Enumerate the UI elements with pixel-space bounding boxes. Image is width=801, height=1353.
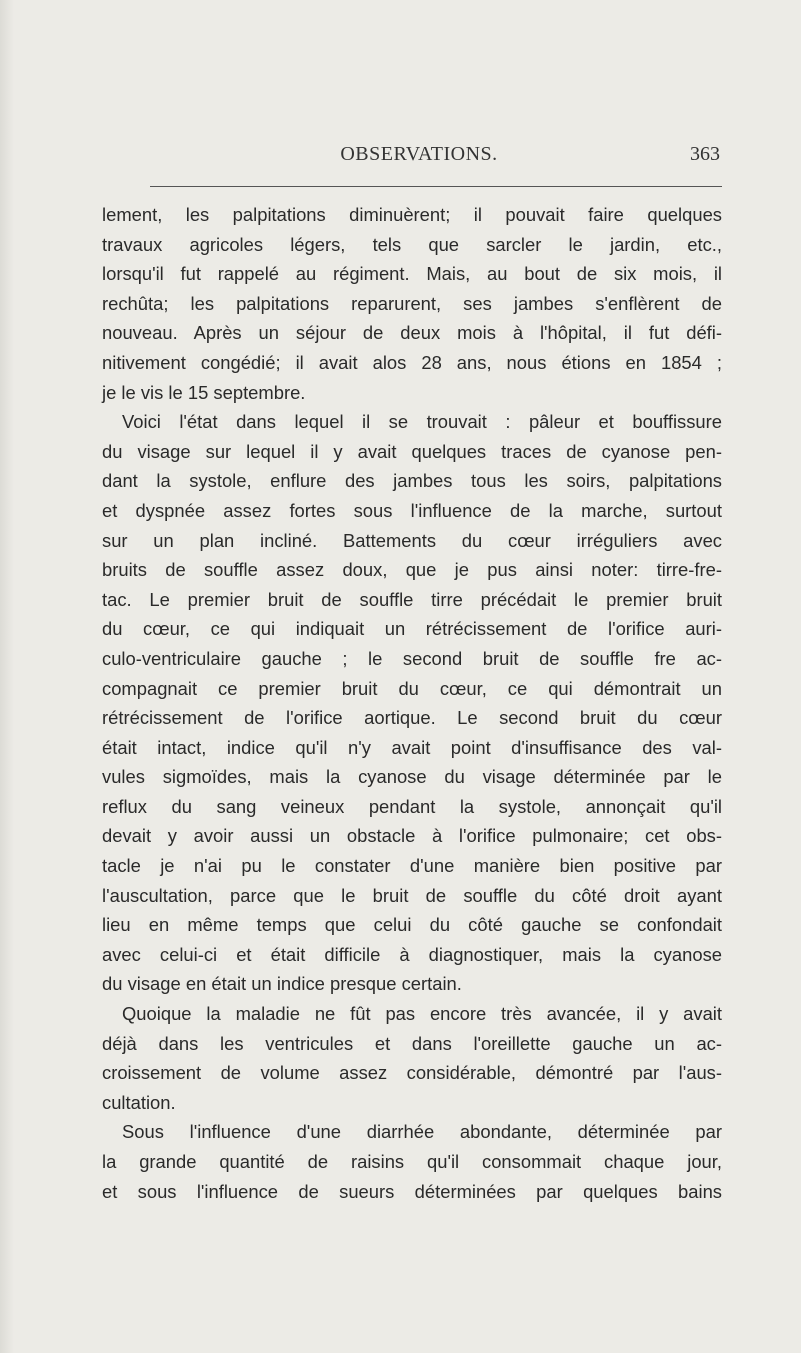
text-line: reflux du sang veineux pendant la systole, annonçait qu'il — [102, 795, 722, 817]
page-number: 363 — [690, 143, 720, 165]
text-line: et sous l'influence de sueurs déterminées par quelques bains — [102, 1180, 722, 1202]
text-line: devait y avoir aussi un obstacle à l'orifice pulmonaire; cet obs- — [102, 825, 722, 847]
text-line: du visage sur lequel il y avait quelques traces de cyanose pen- — [102, 440, 722, 462]
text-line: rechûta; les palpitations reparurent, ses jambes s'enflèrent de — [102, 292, 722, 314]
page-header — [118, 143, 720, 169]
text-line: l'auscultation, parce que le bruit de souffle du côté droit ayant — [102, 884, 722, 906]
text-line: nouveau. Après un séjour de deux mois à l'hôpital, il fut défi- — [102, 322, 722, 344]
text-line: lement, les palpitations diminuèrent; il pouvait faire quelques — [102, 204, 722, 225]
text-line: compagnait ce premier bruit du cœur, ce qui démontrait un — [102, 677, 722, 699]
text-line: croissement de volume assez considérable, démontré par l'aus- — [102, 1062, 722, 1084]
text-line: tac. Le premier bruit de souffle tirre précédait le premier bruit — [102, 588, 722, 610]
text-line: était intact, indice qu'il n'y avait point d'insuffisance des val- — [102, 736, 722, 758]
text-line: dant la systole, enflure des jambes tous les soirs, palpitations — [102, 470, 722, 492]
text-line: Voici l'état dans lequel il se trouvait : pâleur et bouffissure — [122, 411, 722, 433]
text-line: tacle je n'ai pu le constater d'une manière bien positive par — [102, 855, 722, 877]
text-line: nitivement congédié; il avait alos 28 ans, nous étions en 1854 ; — [102, 351, 722, 373]
text-line: bruits de souffle assez doux, que je pus ainsi noter: tirre-fre- — [102, 559, 722, 581]
text-line: lieu en même temps que celui du côté gauche se confondait — [102, 914, 722, 936]
text-line: je le vis le 15 septembre. — [102, 381, 306, 403]
text-line: culo-ventriculaire gauche ; le second bruit de souffle fre ac- — [102, 647, 722, 669]
text-line: déjà dans les ventricules et dans l'oreillette gauche un ac- — [102, 1032, 722, 1054]
header-rule — [150, 186, 722, 187]
text-line: Quoique la maladie ne fût pas encore très avancée, il y avait — [122, 1003, 722, 1025]
text-line: la grande quantité de raisins qu'il consommait chaque jour, — [102, 1151, 722, 1172]
text-line: travaux agricoles légers, tels que sarcler le jardin, etc., — [102, 233, 722, 255]
text-line: vules sigmoïdes, mais la cyanose du visage déterminée par le — [102, 766, 722, 788]
text-line: lorsqu'il fut rappelé au régiment. Mais, au bout de six mois, il — [102, 263, 722, 285]
text-line: du visage en était un indice presque certain. — [102, 973, 462, 995]
text-line: rétrécissement de l'orifice aortique. Le second bruit du cœur — [102, 707, 722, 729]
text-line: du cœur, ce qui indiquait un rétrécissement de l'orifice auri- — [102, 618, 722, 640]
text-line: sur un plan incliné. Battements du cœur irréguliers avec — [102, 529, 722, 551]
running-title: OBSERVATIONS. — [340, 143, 498, 165]
text-line: avec celui-ci et était difficile à diagnostiquer, mais la cyanose — [102, 943, 722, 965]
text-line: et dyspnée assez fortes sous l'influence de la marche, surtout — [102, 499, 722, 521]
page-gutter-shadow — [0, 0, 14, 1353]
text-line: cultation. — [102, 1091, 176, 1113]
body-text — [102, 200, 722, 1206]
text-line: Sous l'influence d'une diarrhée abondante, déterminée par — [122, 1121, 722, 1143]
